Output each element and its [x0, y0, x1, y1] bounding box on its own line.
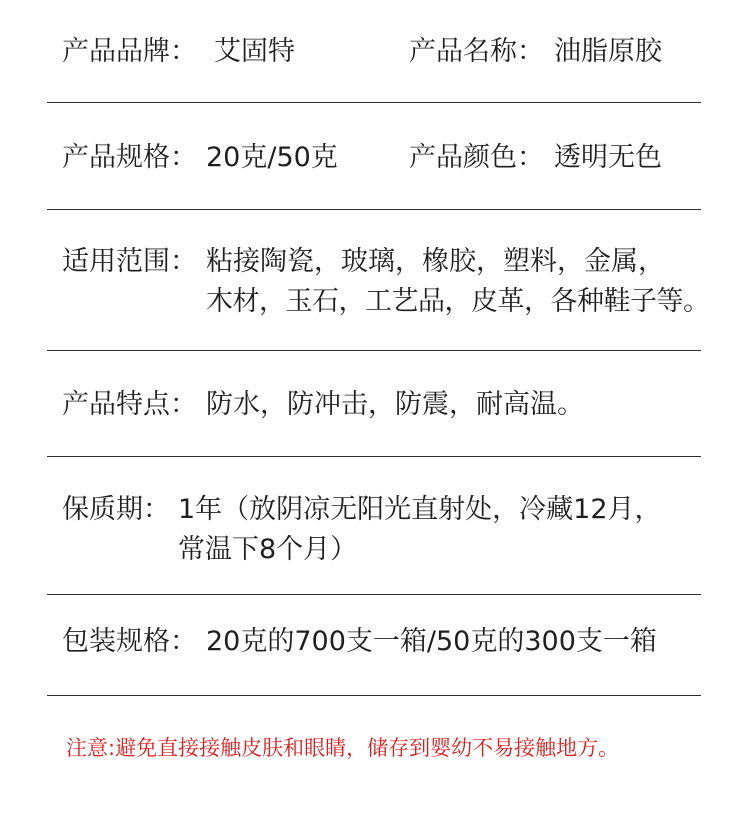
usage-value-line-2: 木材，玉石，工艺品，皮革，各种鞋子等。 [206, 286, 710, 317]
shelf-life-value-line-1: 1年（放阴凉无阳光直射处，冷藏12月， [178, 494, 662, 525]
packaging-value: 20克的700支一箱/50克的300支一箱 [206, 626, 657, 657]
product-name-value: 油脂原胶 [554, 36, 662, 67]
safety-notice: 注意:避免直接接触皮肤和眼睛，储存到婴幼不易接触地方。 [66, 736, 620, 760]
color-value: 透明无色 [554, 142, 662, 173]
divider [47, 350, 701, 351]
shelf-life-value-line-2: 常温下8个月） [178, 534, 358, 565]
divider [47, 209, 701, 210]
color-label: 产品颜色： [409, 142, 544, 173]
divider [47, 456, 701, 457]
divider [47, 102, 701, 103]
packaging-label: 包装规格： [62, 626, 197, 657]
product-name-label: 产品名称： [409, 36, 544, 67]
brand-label: 产品品牌： [62, 36, 197, 67]
divider [47, 695, 701, 696]
features-label: 产品特点： [62, 389, 197, 420]
usage-value-line-1: 粘接陶瓷，玻璃，橡胶，塑料，金属， [206, 246, 665, 277]
features-value: 防水，防冲击，防震，耐高温。 [206, 389, 584, 420]
divider [47, 594, 701, 595]
brand-value: 艾固特 [214, 36, 295, 67]
usage-label: 适用范围： [62, 246, 197, 277]
spec-value: 20克/50克 [206, 142, 338, 173]
spec-label: 产品规格： [62, 142, 197, 173]
shelf-life-label: 保质期： [62, 494, 170, 525]
